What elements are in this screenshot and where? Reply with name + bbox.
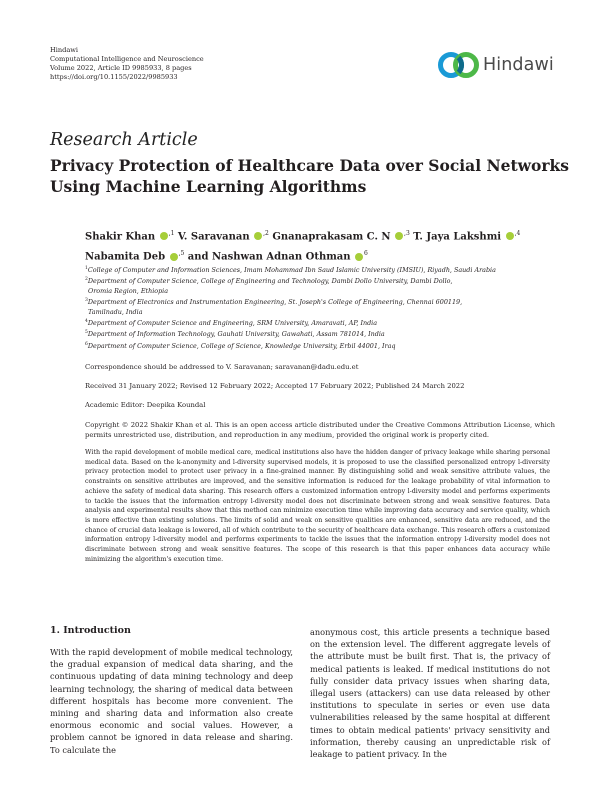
author-name: Nashwan Adnan Othman	[212, 251, 351, 263]
author-name: Nabamita Deb	[85, 251, 166, 263]
affiliation	[85, 296, 555, 317]
affiliation-text: Department of Computer Science, College of Engineering and Technology, Dambi Dollo University, Dambi Dollo,	[87, 277, 453, 286]
hindawi-logo	[437, 45, 557, 85]
author-name: Gnanaprakasam C. N	[272, 231, 391, 243]
author-affil-ref: ,1	[168, 230, 175, 237]
affiliation-text-cont: Tamilnadu, India	[88, 307, 143, 316]
intro-column-1: With the rapid development of mobile medical technology, the gradual expansion of medical data sharing, and the continuous updating of data mining technology and deep learning technology, the sharing of medical data between different hospitals has become more convenient. The mining and sharing data and information also create enormous economic and social values. However, a problem cannot be ignored in data release and sharing. To calculate the	[50, 647, 293, 755]
article-dates: Received 31 January 2022; Revised 12 February 2022; Accepted 17 February 2022; Published 24 March 2022	[85, 382, 465, 390]
journal-meta	[50, 46, 204, 82]
affiliation-number: 4	[85, 318, 88, 324]
orcid-icon[interactable]	[506, 232, 514, 240]
copyright-notice: Copyright © 2022 Shakir Khan et al. This is an open access article distributed under the Creative Commons Attribution License, which permits unrestricted use, distribution, and reproduction in any medium, provided the original work is properly cited.	[85, 421, 555, 439]
affiliation-text: Department of Computer Science and Engineering, SRM University, Amaravati, AP, India	[87, 318, 378, 327]
affiliation-number: 1	[85, 266, 88, 271]
affiliation-text: Department of Information Technology, Gauhati University, Gawahati, Assam 781014, India	[87, 330, 385, 339]
article-type: Research Article	[50, 130, 198, 150]
affiliation-number: 6	[85, 341, 88, 347]
orcid-icon[interactable]	[160, 232, 168, 240]
academic-editor: Academic Editor: Deepika Koundal	[85, 401, 206, 409]
author-affil-ref: 6	[364, 250, 368, 258]
intro-column-2: anonymous cost, this article presents a technique based on the extension level. The different aggregate levels of the attribute must be built first. That is, the privacy of medical patients is leaked. If medical institutions do not fully consider data privacy issues when sharing data, illegal users (attackers) can use data released by other institutions to speculate in series or even use data vulnerabilities released by the same hospital at different times to obtain medical patients' privacy sensitivity and information, thereby causing an unpredictable risk of leakage to patient privacy. In the	[310, 627, 550, 760]
author-affil-ref: ,2	[263, 230, 269, 237]
correspondence: Correspondence should be addressed to V. Saravanan; saravanan@dadu.edu.et	[85, 363, 359, 371]
logo-text: Hindawi	[483, 55, 554, 75]
authors-conjunction: and	[187, 251, 209, 263]
publisher-name: Hindawi	[50, 46, 79, 54]
author-list	[85, 225, 555, 266]
abstract: With the rapid development of mobile medical care, medical institutions also have the hidden danger of privacy leakage while sharing personal medical data. Based on the k-anonymity and l-diversity supervised models, it is proposed to use the classified personalized entropy l-diversity privacy protection model to protect user privacy in a fine-grained manner. By distinguishing solid and weak sensitive attribute values, the constraints on sensitive attributes are improved, and the sensitive information is reduced for the leakage probability of vital information to achieve the safety of medical data sharing. This research offers a customized information entropy l-diversity model and performs experiments to tackle the issues that the information entropy l-diversity model does not discriminate between strong and weak sensitive features. Data analysis and experimental results show that this method can minimize execution time while improving data accuracy and service quality, which is more effective than existing solutions. The limits of solid and weak on sensitive qualities are enhanced, sensitive data are reduced, and the chance of crucial data leakage is lowered, all of which contribute to the security of healthcare data exchange. This research offers a customized information entropy l-diversity model and performs experiments to tackle the issues that the information entropy l-diversity model does not discriminate between strong and weak sensitive features. The scope of this research is that this paper enhances data accuracy while minimizing the algorithm's execution time.	[85, 449, 550, 563]
doi-link[interactable]: https://doi.org/10.1155/2022/9985933	[50, 73, 178, 81]
affiliation	[85, 340, 555, 351]
author-name: V. Saravanan	[177, 231, 250, 243]
affiliation-text: Department of Electronics and Instrumentation Engineering, St. Joseph's College of Engineering, Chennai 600119,	[87, 298, 463, 307]
author-affil-ref: ,4	[514, 230, 521, 237]
affiliation-text: College of Computer and Information Sciences, Imam Mohammad Ibn Saud Islamic University (IMSIU), Riyadh, Saudi Arabia	[87, 266, 496, 275]
volume-info: Volume 2022, Article ID 9985933, 8 pages	[50, 64, 192, 72]
affiliation-number: 2	[85, 277, 88, 283]
affiliation-text-cont: Oromia Region, Ethiopia	[88, 286, 169, 295]
affiliation-number: 3	[85, 298, 88, 304]
orcid-icon[interactable]	[170, 253, 178, 261]
orcid-icon[interactable]	[355, 253, 363, 261]
orcid-icon[interactable]	[395, 232, 403, 240]
author-affil-ref: ,3	[404, 230, 410, 237]
author-name: T. Jaya Lakshmi	[413, 231, 502, 243]
author-affil-ref: ,5	[178, 250, 185, 258]
affiliation	[85, 264, 555, 275]
affiliation	[85, 328, 555, 339]
paper-title: Privacy Protection of Healthcare Data over Social Networks Using Machine Learning Algorithms	[50, 156, 569, 196]
affiliation	[85, 275, 555, 296]
author-name: Shakir Khan	[85, 231, 156, 243]
journal-name: Computational Intelligence and Neuroscience	[50, 55, 204, 63]
orcid-icon[interactable]	[254, 232, 262, 240]
affiliation	[85, 317, 555, 328]
section-heading: 1. Introduction	[50, 625, 131, 636]
affiliation-list	[85, 264, 555, 351]
affiliation-number: 5	[85, 330, 88, 336]
hindawi-rings-icon	[437, 45, 483, 85]
affiliation-text: Department of Computer Science, College of Science, Knowledge University, Erbil 44001, Iraq	[87, 341, 396, 350]
